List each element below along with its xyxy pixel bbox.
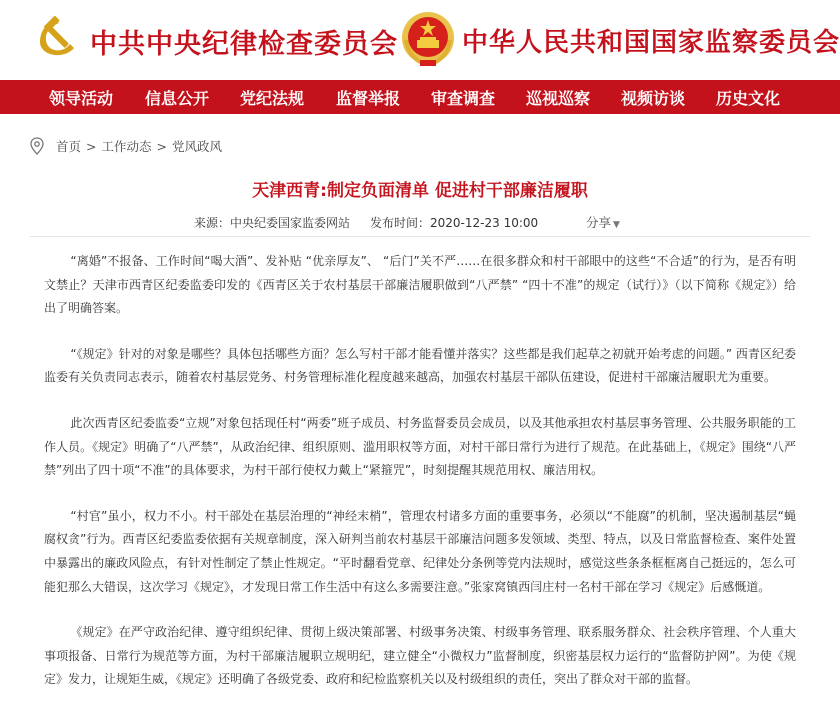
nav-item-report[interactable]: 监督举报	[336, 89, 401, 108]
article-source: 来源：中央纪委国家监委网站	[194, 216, 351, 230]
article-paragraph: 《规定》在严守政治纪律、遵守组织纪律、贯彻上级决策部署、村级事务决策、村级事务管理、联系服务群众、社会秩序管理、个人重大事项报备、日常行为规范等方面，为村干部廉洁履职立规明纪，建立健全“小微权力”监督制度，织密基层权力运行的“监督防护网”。为使《规定》发力，让规矩生威，《规定》还明确了各级党委、政府和纪检监察机关以及村级组织的责任，突出了群众对干部的监督。	[44, 625, 796, 687]
nav-item-regulations[interactable]: 党纪法规	[240, 89, 305, 108]
breadcrumb-separator: >	[86, 138, 97, 154]
article-published: 发布时间：2020-12-23 10:00	[370, 216, 539, 230]
breadcrumb-separator: >	[156, 138, 167, 154]
national-emblem-icon[interactable]	[400, 10, 456, 68]
breadcrumb	[30, 136, 222, 156]
breadcrumb-home[interactable]: 首页	[56, 139, 82, 154]
article-paragraph: “离婚”不报备、工作时间“喝大酒”、发补贴 “优亲厚友”、 “后门”关不严……在很多群众和村干部眼中的这些“不合适”的行为，是否有明文禁止？天津市西青区纪委监委印发的《西青区关于农村基层干部廉洁履职做到“八严禁” “四十不准”的规定（试行）》（以下简称《规定》）给出了明确答案。	[44, 254, 796, 316]
breadcrumb-work-news[interactable]: 工作动态	[101, 139, 152, 154]
article-body	[44, 250, 796, 692]
location-pin-icon	[30, 137, 44, 155]
title-divider	[30, 236, 810, 237]
nav-item-history[interactable]: 历史文化	[716, 89, 781, 108]
hammer-sickle-icon[interactable]	[30, 12, 82, 64]
main-nav	[0, 80, 840, 114]
nav-item-disclosure[interactable]: 信息公开	[145, 89, 210, 108]
article-paragraph: 此次西青区纪委监委“立规”对象包括现任村“两委”班子成员、村务监督委员会成员，以及其他承担农村基层事务管理、公共服务职能的工作人员。《规定》明确了“八严禁”，从政治纪律、组织原则、滥用职权等方面，对村干部日常行为进行了规范。在此基础上，《规定》围绕“八严禁”列出了四十项“不准”的具体要求，为村干部行使权力戴上“紧箍咒”，时刻提醒其规范用权、廉洁用权。	[44, 415, 796, 478]
nav-item-inspection[interactable]: 巡视巡察	[526, 89, 591, 108]
nav-item-leadership[interactable]: 领导活动	[49, 89, 114, 108]
site-header	[0, 0, 840, 80]
article-title: 天津西青:制定负面清单 促进村干部廉洁履职	[252, 181, 588, 201]
article-paragraph: “村官”虽小，权力不小。村干部处在基层治理的“神经末梢”，管理农村诸多方面的重要事务，必须以“不能腐”的机制，坚决遏制基层“蝇腐权贪”行为。西青区纪委监委依据有关规章制度，深入研判当前农村基层干部廉洁问题多发领域、类型、特点，以及日常监督检查、案件处置中暴露出的廉政风险点，有针对性制定了禁止性规定。“平时翻看党章、纪律处分条例等党内法规时，感觉这些条条框框离自己挺远的，怎么可能犯那么大错误，这次学习《规定》，才发现日常工作生活中有这么多需要注意。”张家窝镇西闫庄村一名村干部在学习《规定》后感慨道。	[44, 508, 796, 594]
nav-item-video[interactable]: 视频访谈	[621, 89, 686, 108]
caret-down-icon: ▼	[613, 220, 620, 230]
nsc-title[interactable]: 中华人民共和国国家监察委员会	[462, 28, 840, 58]
share-button[interactable]	[586, 213, 620, 231]
article-paragraph: “《规定》针对的对象是哪些？具体包括哪些方面？怎么写村干部才能看懂并落实？这些都是我们起草之初就开始考虑的问题。” 西青区纪委监委有关负责同志表示，随着农村基层党务、村务管理标准化程度越来越高，加强农村基层干部队伍建设，促进村干部廉洁履职尤为重要。	[44, 346, 796, 385]
article-meta	[194, 214, 538, 231]
share-label: 分享	[586, 215, 612, 230]
ccdi-title[interactable]: 中共中央纪律检查委员会	[90, 29, 398, 60]
breadcrumb-conduct[interactable]: 党风政风	[172, 139, 223, 154]
nav-item-investigation[interactable]: 审查调查	[431, 89, 496, 108]
